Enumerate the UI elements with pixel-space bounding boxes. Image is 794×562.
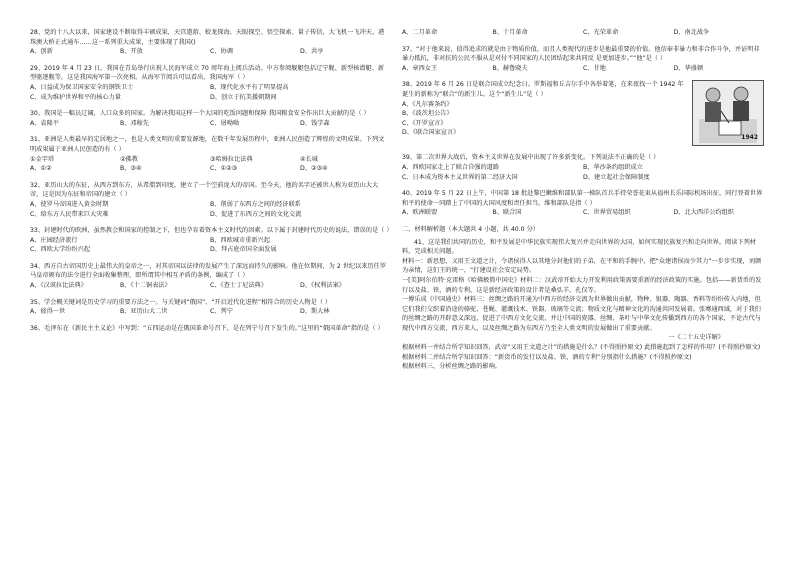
left-column <box>30 28 393 340</box>
question-37 <box>402 45 764 74</box>
material-3-source: 一《二十五史详解》 <box>668 334 724 342</box>
option-d: D、《权利法案》 <box>300 282 345 290</box>
cartoon-year-label: 1942 <box>741 133 758 141</box>
option-b: B、华沙条约组织成立 <box>583 163 643 171</box>
question-text: 37、“对于他来说，值得追求的就是由于物质价值，而且人类现代的进步是他最重要的价值。他信奉非暴力和非合作斗争，并证明非暴力抵抗，非对抗的公民不服从是对付不同国家的人民团结起来共同反 是更加进步。”“他”是（ ） <box>402 45 760 63</box>
option-a: A、创新 <box>30 48 53 56</box>
question-text: 30、我国是一幅员辽阔，人口众多的国家。为解决我国这样一个大国的吃饭问题和保障 我国粮食安全作出巨大贡献的是（ ） <box>30 110 370 118</box>
question-36 <box>30 324 390 334</box>
options <box>30 47 390 57</box>
option-b: B、联合国 <box>492 209 522 217</box>
option-c: C、列宁 <box>210 308 233 316</box>
option-b: B、十月革命 <box>492 29 528 36</box>
option-c: C、西欧大学纷纷兴起 <box>30 246 91 254</box>
option-c: C、协调 <box>210 48 233 56</box>
options <box>30 307 390 317</box>
option-d: D、共享 <box>300 48 324 56</box>
question-text: 39、第二次世界大战后，资本主义世界在发展中出现了许多新变化。下列说法不正确的是（ ） <box>402 154 660 162</box>
option-c: C、①②③ <box>210 165 238 173</box>
question-text: 35、学会概关键词是历史学习的重要方法之一。与关键词“俄国”、“开启近代化进程”相符合的历史人物是（ ） <box>30 298 332 306</box>
option-a: A、①② <box>30 165 52 173</box>
question-31 <box>30 135 390 173</box>
option-b: B、开放 <box>120 48 143 56</box>
item-3: ③哈姆拉比法典 <box>210 155 253 163</box>
material-2: 一[美]阿尔伯特·克雷格《哈佛极简中国史》材料二：汉武帝开始大力开发利用政策需要重新的经济政策的实施。包括——新货币的发行以及盐、铁、酒的专利，这是新经济政策的设计者是桑弘羊、孔仅等。 <box>402 276 762 294</box>
item-4: ④长城 <box>300 155 318 163</box>
option-a: A、彼得一世 <box>30 308 66 316</box>
options <box>402 100 688 138</box>
option-c: C、甘地 <box>583 64 606 72</box>
question-text: 29、2019 年 4 月 23 日，我国在青岛举行庆祝人民海军成立 70 周年海上阅兵活动。中方参阅舰艇包括辽宁舰、新型核潜艇、新型驱逐舰等，这是我国海军第一次亮相。从海军节阅兵可以看出，我国海军（ ） <box>30 64 385 82</box>
option-a: A、庄园经济流行 <box>30 236 78 244</box>
option-d: D、《联合国家宣言》 <box>402 129 460 137</box>
option-d: D、②③④ <box>300 165 328 173</box>
question-text: 34、西方自古帝国历史上最伟大的皇帝之一，对其帝国以法律的发展产生了深远而持久的影响。他在位期间，为 2 世纪以来历任罗马皇帝颁布的法令进行全面收集整理，即所谓其中相互矛盾的条例，编成了（ ） <box>30 262 387 280</box>
options <box>402 163 764 182</box>
options <box>30 155 390 174</box>
option-c: C、光荣革命 <box>583 29 619 36</box>
option-b: B、《十二铜表法》 <box>120 282 171 290</box>
question-text: 36、毛泽东在《新民主主义论》中写到：“五四运动是在俄国革命号召下，是在列宁号召下发生的。”这里的“俄国革命”指的是（ ） <box>30 324 384 332</box>
question-text: 33、封建时代的欧洲，虽然教会和国家的控制之下，但也孕育着资本主义时代的因素。以下属于封建时代历史的说法，错误的是（ ） <box>30 227 393 235</box>
sub-question-2: 根据材料二并结合所学知识回答：“新货币的发行以及盐、铁、酒的专利”分别指什么措施？(不得照抄原文) <box>402 353 692 361</box>
option-a: A、欧洲联盟 <box>402 209 438 217</box>
option-c: C、成为维护世界和平的核心力量 <box>30 93 121 101</box>
option-d: D、创立于抗美援朝期间 <box>210 93 277 101</box>
question-30 <box>30 109 390 128</box>
options <box>30 200 390 219</box>
question-text: 31、亚洲是人类最早的定居地之一，也是人类文明的重要发源地，在数千年发展历程中，亚洲人民创造了辉煌的文明成果。下列文明成果属于亚洲人民创造的有（ ） <box>30 136 385 153</box>
option-b: B、削弱了东西方之间的经济联系 <box>210 200 301 208</box>
option-b: B、③④ <box>120 165 142 173</box>
option-d: D、建立起社会保障制度 <box>583 173 650 181</box>
option-a: A、二月革命 <box>402 29 438 36</box>
option-a: A、使罗马帝国进入黄金时期 <box>30 200 109 208</box>
option-d: D、钱学森 <box>300 119 330 127</box>
options <box>402 28 764 38</box>
question-41 <box>402 238 764 372</box>
options <box>402 64 764 74</box>
option-b: B、邓稼先 <box>120 119 149 127</box>
option-d: D、促进了东西方之间的文化交流 <box>210 210 302 218</box>
question-text: 32、亚历山大的东征，从西方到东方，从希腊到印度，建立了一个空前庞大的帝国。至今天，他的名字还被世人称为亚历山大大帝，这是因为东征和帝国的建立（ ） <box>30 181 379 199</box>
question-28 <box>30 28 390 57</box>
question-33 <box>30 226 393 255</box>
option-a: A、章西女王 <box>402 64 438 72</box>
option-d: D、斯大林 <box>300 308 330 316</box>
options <box>402 208 764 218</box>
option-d: D、南北战争 <box>673 29 710 36</box>
option-a: A、日益成为保卫国家安全的钢铁卫士 <box>30 83 134 91</box>
options <box>30 119 390 129</box>
sub-question-1: 根据材料一并结合所学知识回答，武帝“又用王文道之计”的措施是什么？(不得照抄原文) 此措施起到了怎样的作用？(不得照抄原文) <box>402 344 761 352</box>
question-36-options <box>402 28 764 38</box>
item-2: ②佛教 <box>120 155 138 163</box>
question-38 <box>402 80 764 146</box>
right-column <box>402 28 764 379</box>
option-c: C、《开罗宣言》 <box>402 119 447 127</box>
options <box>30 83 390 102</box>
question-text: 40、2019 年 5 月 22 日上午，中国第 18 批赴黎巴嫩维和部队第一梯队首兵手持荣誉花束从福州长乐国际机场出征，同行登着世界和平的使命一同踏上了中国的大国风度和责任担当。维和部队是指（ ） <box>402 190 763 207</box>
option-b: B、亚历山大二世 <box>120 308 168 316</box>
question-intro: 41、这是我们共同的历史，和平发展是中华民族实现伟大复兴并走向世界的大国，如何实现民族复兴和走向世界。阅读下列材料，完成相关问题。 <box>402 238 756 256</box>
option-a: A、袁隆平 <box>30 119 59 127</box>
option-d: D、华盛顿 <box>673 64 704 72</box>
option-d: D、拜占庭帝国全面发展 <box>210 246 277 254</box>
option-c: C、世界贸易组织 <box>583 209 631 217</box>
option-b: B、赫鲁晓夫 <box>492 64 528 72</box>
option-c: C、日本成为资本主义世界的第二经济大国 <box>402 173 518 181</box>
question-29 <box>30 64 390 102</box>
question-40 <box>402 189 764 218</box>
material-3: 一傅乐成《中国通史》材料三：丝绸之路的开通为中西方的经济交流为世界做出贡献，物种、银器、陶器、香料等纷纷传入内地，但它们我们交织着沿途的骆驼、苍蝇、灌溉技术、铁器、玻璃等交流；物质文化与精神文化的沟通共同发展着。张骞通西域，对于我们的丝绸之路的开辟意义深远，促进了中西方文化交流，并让中国的瓷器、丝绸、茶叶与中华文化传播到西方的各个国家，不论古代与现代中西方交流，西方来人，以及丝绸之路为东西方乃至全人类文明的发展做出了重要贡献。 <box>402 296 761 332</box>
question-32 <box>30 181 390 219</box>
option-a: A、西欧国家走上了联合自强的道路 <box>402 163 500 171</box>
option-b: B、现代化水平有了明显提高 <box>210 83 289 91</box>
question-39 <box>402 153 764 182</box>
question-text: 28、党的十八大以来，国家建设不断取得丰硕成果，天宫遨游、蛟龙探海、天眼探空、悟空探索、量子传信，大飞机一飞冲天、港珠澳大桥正式通车……这一系列重大成果，主要体现了我国() <box>30 29 385 46</box>
sub-question-3: 根据材料三，分析丝绸之路的影响。 <box>402 363 501 371</box>
option-a: A、《凡尔赛条约》 <box>402 100 453 108</box>
option-c: C、屠呦呦 <box>210 119 240 127</box>
option-a: A、《汉谟拉比法典》 <box>30 282 87 290</box>
section-heading: 二、材料解析题（本大题共 4 小题，共 40.0 分） <box>402 225 539 233</box>
item-1: ①金字塔 <box>30 155 55 163</box>
option-c: C、《查士丁尼法典》 <box>210 282 267 290</box>
options <box>30 281 390 291</box>
material-1: 材料一：新思想，又用王文道之计，令诸侯得人以其地分封他们的子弟，在平和的手腕中，把“众建诸侯而少其力”一步步实现，刘颜为亲情，这们王的统一，“打建设社会安定局势。 <box>402 257 762 275</box>
option-b: B、西欧城市重新兴起 <box>210 236 270 244</box>
question-35 <box>30 298 390 317</box>
option-b: B、《波茨坦公告》 <box>402 110 453 118</box>
cartoon-image <box>692 80 764 146</box>
question-34 <box>30 262 390 291</box>
option-d: D、北大西洋公约组织 <box>673 209 734 217</box>
question-text: 38、2019 年 6 月 26 日是联合国成立纪念日。罗斯福和丘吉尔手中各举着笔，在来夜找一个 1942 年诞生的新称为“联合”的新生儿。这个“新生儿”是（ ） <box>402 81 684 98</box>
option-c: C、给东方人民带来巨大灾难 <box>30 210 109 218</box>
options <box>30 236 390 255</box>
